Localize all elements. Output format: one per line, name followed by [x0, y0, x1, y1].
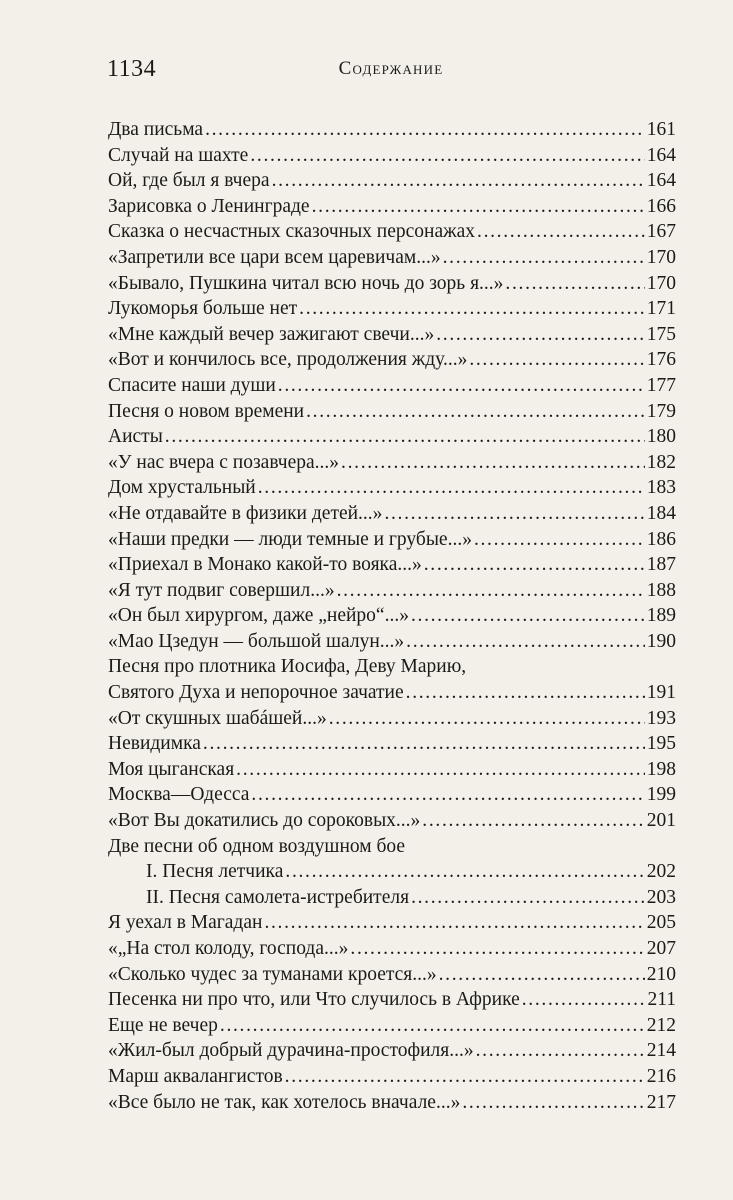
toc-entry-title: «Он был хирургом, даже „нейро“...» [108, 605, 409, 627]
toc-entry-title: Святого Духа и непорочное зачатие [108, 682, 404, 704]
toc-entry-page: 210 [646, 963, 676, 985]
toc-entry [108, 1013, 676, 1039]
toc-entry-page: 183 [646, 477, 676, 499]
toc-entry-page: 186 [646, 528, 676, 550]
toc-entry-title: «У нас вчера с позавчера...» [108, 451, 340, 473]
toc-entry [108, 1090, 676, 1116]
dot-leader [469, 347, 644, 373]
toc-entry-title: Сказка о несчастных сказочных персонажах [108, 221, 476, 243]
toc-entry [108, 578, 676, 604]
toc-entry [108, 629, 676, 655]
toc-entry-page: 179 [646, 400, 676, 422]
toc-entry-page: 207 [646, 938, 676, 959]
toc-entry [108, 706, 676, 732]
toc-entry [108, 1064, 676, 1090]
dot-leader [439, 962, 645, 988]
dot-leader [411, 603, 645, 629]
dot-leader [165, 424, 645, 450]
dot-leader [424, 552, 645, 578]
toc-entry [108, 834, 676, 860]
dot-leader [272, 168, 645, 194]
dot-leader [236, 757, 645, 783]
toc-entry-title: Два письма [108, 119, 204, 140]
toc-entry [108, 527, 676, 553]
dot-leader [350, 936, 644, 962]
dot-leader [278, 373, 645, 399]
dot-leader [220, 1013, 645, 1039]
toc-entry-title: «Запретили все цари всем царевичам...» [108, 246, 441, 268]
toc-entry-title: «Не отдавайте в физики детей...» [108, 502, 383, 524]
toc-entry-title: Моя цыганская [108, 758, 235, 780]
toc-entry [108, 399, 676, 425]
toc-entry [108, 987, 676, 1013]
toc-entry-title: «Наши предки — люди темные и грубые...» [108, 528, 472, 550]
toc-entry-page: 188 [646, 579, 676, 601]
toc-entry-title: I. Песня летчика [146, 861, 284, 883]
dot-leader [250, 143, 644, 169]
toc-entry-page: 184 [646, 502, 676, 524]
dot-leader [443, 245, 645, 271]
toc-entry-page: 199 [646, 784, 676, 806]
toc-entry [108, 143, 676, 169]
toc-entry-title: Случай на шахте [108, 144, 249, 166]
toc-entry [108, 475, 676, 501]
dot-leader [477, 219, 645, 245]
toc-entry [108, 859, 676, 885]
toc-entry-title: «Бывало, Пушкина читал всю ночь до зорь я...» [108, 272, 504, 294]
toc-entry-page: 189 [646, 605, 676, 627]
toc-entry [108, 782, 676, 808]
toc-entry [108, 501, 676, 527]
toc-entry-page: 171 [646, 298, 676, 320]
toc-entry-title: Две песни об одном воздушном бое [108, 835, 406, 857]
toc-entry [108, 168, 676, 194]
dot-leader [306, 399, 645, 425]
toc-entry [108, 219, 676, 245]
toc-entry-title: «Приехал в Монако какой-то вояка...» [108, 554, 422, 576]
toc-entry-page: 203 [646, 886, 676, 908]
toc-entry-title: Невидимка [108, 733, 201, 755]
toc-entry-title: «Мао Цзедун — большой шалун...» [108, 630, 405, 652]
dot-leader [285, 1064, 645, 1090]
toc-entry-title: Лукоморья больше нет [108, 298, 298, 320]
dot-leader [406, 680, 645, 706]
toc-entry-title: «От скушных шабáшей...» [108, 707, 327, 729]
toc-entry-page: 164 [646, 170, 676, 192]
toc-entry [108, 373, 676, 399]
dot-leader [251, 782, 644, 808]
toc-entry [108, 296, 676, 322]
toc-entry-page: 167 [646, 221, 676, 243]
dot-leader [474, 527, 645, 553]
toc-entry [108, 731, 676, 757]
dot-leader [422, 808, 644, 834]
dot-leader [522, 987, 646, 1013]
toc-entry-page: 180 [646, 426, 676, 448]
toc-entry-title: «Я тут подвиг совершил...» [108, 579, 335, 601]
toc-entry-title: Ой, где был я вчера [108, 170, 270, 192]
dot-leader [505, 271, 644, 297]
dot-leader [285, 859, 644, 885]
toc-entry-page: 164 [646, 144, 676, 166]
toc-entry [108, 910, 676, 936]
toc-entry-title: Марш аквалангистов [108, 1065, 283, 1087]
toc-entry [108, 885, 676, 911]
page-header [107, 56, 675, 90]
toc-entry [108, 808, 676, 834]
dot-leader [341, 450, 645, 476]
dot-leader [203, 731, 645, 757]
toc-entry [108, 936, 676, 962]
dot-leader [384, 501, 644, 527]
dot-leader [299, 296, 645, 322]
toc-entry-title: Еще не вечер [108, 1014, 218, 1036]
dot-leader [411, 885, 645, 911]
toc-entry-page: 170 [646, 272, 676, 294]
dot-leader [476, 1038, 645, 1064]
dot-leader [406, 629, 645, 655]
toc-entry [108, 245, 676, 271]
dot-leader [258, 475, 645, 501]
toc-entry [108, 680, 676, 706]
page-number: 1134 [107, 56, 157, 82]
toc-entry-page: 187 [646, 554, 676, 576]
toc-entry-page: 216 [646, 1065, 676, 1087]
toc-entry-title: «Вот и кончилось все, продолжения жду...» [108, 349, 468, 371]
toc-entry-title: Я уехал в Магадан [108, 912, 263, 934]
toc-entry-page: 193 [646, 707, 676, 729]
toc-entry [108, 757, 676, 783]
toc-entry-title: Спасите наши души [108, 374, 276, 396]
toc-entry-page: 201 [646, 810, 676, 832]
table-of-contents [108, 117, 676, 1115]
toc-entry-title: Песенка ни про что, или Что случилось в Африке [108, 989, 520, 1011]
toc-entry-page: 217 [646, 1091, 676, 1113]
toc-entry-title: Зарисовка о Ленинграде [108, 195, 310, 217]
toc-entry-page: 202 [646, 861, 676, 883]
toc-entry-page: 177 [646, 374, 676, 396]
toc-entry-title: Песня про плотника Иосифа, Деву Марию, [108, 656, 467, 678]
toc-entry [108, 117, 676, 143]
toc-entry [108, 322, 676, 348]
toc-entry-page: 175 [646, 323, 676, 345]
toc-entry-page: 214 [646, 1040, 676, 1062]
toc-entry-title: Дом хрустальный [108, 477, 256, 499]
toc-entry-title: «Жил-был добрый дурачина-простофиля...» [108, 1040, 474, 1062]
toc-entry-title: «Мне каждый вечер зажигают свечи...» [108, 323, 435, 345]
toc-entry-page: 176 [646, 349, 676, 371]
toc-entry [108, 654, 676, 680]
toc-entry-page: 191 [646, 682, 676, 704]
toc-entry [108, 424, 676, 450]
toc-entry-page: 198 [646, 758, 676, 780]
toc-entry-page: 166 [646, 195, 676, 217]
toc-entry-page: 170 [646, 246, 676, 268]
toc-entry [108, 347, 676, 373]
toc-entry-title: «Все было не так, как хотелось вначале...» [108, 1091, 461, 1113]
dot-leader [312, 194, 645, 220]
toc-entry [108, 962, 676, 988]
toc-entry [108, 603, 676, 629]
toc-entry [108, 1038, 676, 1064]
toc-entry [108, 194, 676, 220]
toc-entry-page: 195 [646, 733, 676, 755]
toc-entry-title: Аисты [108, 426, 163, 448]
dot-leader [205, 117, 645, 143]
toc-entry [108, 450, 676, 476]
dot-leader [436, 322, 645, 348]
toc-entry-title: «Вот Вы докатились до сороковых...» [108, 810, 421, 832]
running-title: Содержание [338, 58, 444, 79]
dot-leader [264, 910, 644, 936]
toc-entry-title: «Сколько чудес за туманами кроется...» [108, 963, 437, 985]
toc-entry-page: 182 [646, 451, 676, 473]
toc-entry-title: II. Песня самолета-истребителя [146, 886, 410, 908]
toc-entry-page: 211 [647, 989, 676, 1011]
toc-entry-title: Песня о новом времени [108, 400, 305, 422]
toc-entry [108, 552, 676, 578]
dot-leader [337, 578, 645, 604]
toc-entry-page: 212 [646, 1014, 676, 1036]
dot-leader [329, 706, 645, 732]
toc-entry-title: Москва—Одесса [108, 784, 250, 806]
dot-leader [462, 1090, 644, 1116]
toc-entry [108, 271, 676, 297]
toc-entry-title: «„На стол колоду, господа...» [108, 938, 349, 959]
toc-entry-page: 205 [646, 912, 676, 934]
toc-entry-page: 161 [646, 119, 676, 140]
toc-entry-page: 190 [646, 630, 676, 652]
